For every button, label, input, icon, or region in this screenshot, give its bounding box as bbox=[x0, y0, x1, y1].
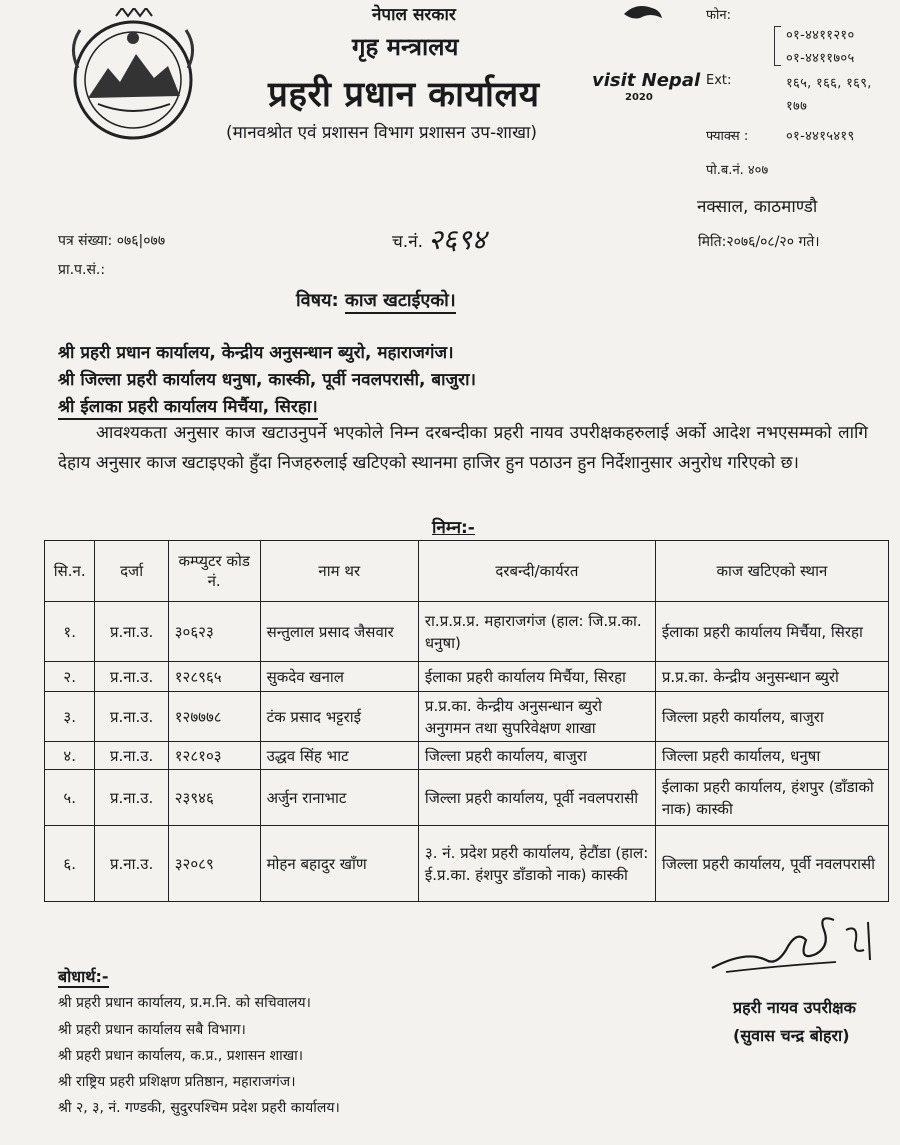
header-rank: दर्जा bbox=[95, 541, 168, 602]
visit-nepal-logo-icon bbox=[622, 0, 664, 24]
table-header-row bbox=[45, 541, 889, 602]
assignment-table bbox=[44, 540, 889, 902]
cc-label-text: बोधार्थ:- bbox=[58, 967, 109, 986]
cell-rank: प्र.ना.उ. bbox=[95, 662, 168, 692]
table-row bbox=[45, 692, 889, 742]
chalani-number: २६९४ bbox=[428, 223, 487, 256]
cc-item-3: श्री प्रहरी प्रधान कार्यालय, क.प्र., प्रशासन शाखा। bbox=[58, 1048, 304, 1064]
recipient-3 bbox=[58, 394, 318, 417]
cell-rank: प्र.ना.उ. bbox=[95, 770, 168, 826]
table-row bbox=[45, 770, 889, 826]
ext-values-1: १६५, १६६, १६९, bbox=[786, 76, 872, 91]
recipient-1: श्री प्रहरी प्रधान कार्यालय, केन्द्रीय अनुसन्धान ब्युरो, महाराजगंज। bbox=[58, 343, 454, 363]
cell-sn: ३. bbox=[45, 692, 95, 742]
signature-icon bbox=[706, 910, 886, 990]
header-post: दरबन्दी/कार्यरत bbox=[418, 541, 655, 602]
list-heading: निम्न:- bbox=[432, 518, 475, 538]
cc-item-5: श्री २, ३, नं. गण्डकी, सुदुरपश्चिम प्रदेश प्रहरी कार्यालय। bbox=[58, 1100, 340, 1116]
subject-text: काज खटाईएको। bbox=[345, 290, 456, 314]
cell-code: २३९४६ bbox=[168, 770, 260, 826]
patra-sankhya: पत्र संख्या: ०७६|०७७ bbox=[58, 233, 166, 249]
ministry-name: गृह मन्त्रालय bbox=[352, 33, 459, 61]
cell-code: ३०६२३ bbox=[168, 602, 260, 662]
cell-destination: प्र.प्र.का. केन्द्रीय अनुसन्धान ब्युरो bbox=[655, 662, 888, 692]
office-name: प्रहरी प्रधान कार्यालय bbox=[268, 75, 540, 115]
letter-date: मिति:२०७६/०८/२० गते। bbox=[698, 234, 820, 250]
letter-body: आवश्यकता अनुसार काज खटाउनुपर्ने भएकोले निम्न दरबन्दीका प्रहरी नायव उपरीक्षकहरुलाई अर्को आदेश नभएसम्मको लागि देहाय अनुसार काज खटाइएको हुँदा निजहरुलाई खटिएको स्थानमा हाजिर हुन पठाउन हुन निर्देशानुसार अनुरोध गरिएको छ। bbox=[58, 423, 868, 473]
cell-name: सुकदेव खनाल bbox=[260, 662, 418, 692]
cell-post: ईलाका प्रहरी कार्यालय मिर्चैया, सिरहा bbox=[418, 662, 655, 692]
table-row bbox=[45, 742, 889, 770]
po-box: पो.ब.नं. ४०७ bbox=[706, 163, 769, 178]
cell-post: जिल्ला प्रहरी कार्यालय, पूर्वी नवलपरासी bbox=[418, 770, 655, 826]
cell-name: मोहन बहादुर खाँण bbox=[260, 826, 418, 902]
cell-code: १२८१०३ bbox=[168, 742, 260, 770]
cell-post: प्र.प्र.का. केन्द्रीय अनुसन्धान ब्युरो अनुगमन तथा सुपरिवेक्षण शाखा bbox=[418, 692, 655, 742]
cell-destination: ईलाका प्रहरी कार्यालय, हंशपुर (डाँडाको नाक) कास्की bbox=[655, 770, 888, 826]
cell-code: ३२०८९ bbox=[168, 826, 260, 902]
cc-item-1: श्री प्रहरी प्रधान कार्यालय, प्र.म.नि. को सचिवालय। bbox=[58, 995, 311, 1011]
cell-sn: ६. bbox=[45, 826, 95, 902]
table-row bbox=[45, 826, 889, 902]
visit-nepal-year: 2020 bbox=[625, 92, 653, 103]
cell-destination: जिल्ला प्रहरी कार्यालय, बाजुरा bbox=[655, 692, 888, 742]
visit-nepal-text: visit Nepal bbox=[592, 70, 701, 91]
fax-label: फ्याक्स : bbox=[706, 129, 749, 144]
cell-sn: ५. bbox=[45, 770, 95, 826]
cc-item-4: श्री राष्ट्रिय प्रहरी प्रशिक्षण प्रतिष्ठान, महाराजगंज। bbox=[58, 1074, 296, 1090]
cell-name: सन्तुलाल प्रसाद जैसवार bbox=[260, 602, 418, 662]
cell-sn: १. bbox=[45, 602, 95, 662]
phone-2: ०१-४४११७०५ bbox=[786, 51, 855, 66]
chalani-label: च.नं. bbox=[392, 232, 424, 252]
cell-rank: प्र.ना.उ. bbox=[95, 602, 168, 662]
cell-post: जिल्ला प्रहरी कार्यालय, बाजुरा bbox=[418, 742, 655, 770]
ext-label: Ext: bbox=[706, 73, 732, 88]
cell-name: उद्धव सिंह भाट bbox=[260, 742, 418, 770]
signatory-title: प्रहरी नायव उपरीक्षक bbox=[733, 998, 856, 1017]
cell-name: अर्जुन रानाभाट bbox=[260, 770, 418, 826]
cell-code: १२७७७८ bbox=[168, 692, 260, 742]
header-name: नाम थर bbox=[260, 541, 418, 602]
fax-number: ०१-४४१५४१९ bbox=[786, 129, 855, 144]
cell-post: ३. नं. प्रदेश प्रहरी कार्यालय, हेटौंडा (हाल: ई.प्र.का. हंशपुर डाँडाको नाक) कास्की bbox=[418, 826, 655, 902]
recipient-2: श्री जिल्ला प्रहरी कार्यालय धनुषा, कास्की, पूर्वी नवलपरासी, बाजुरा। bbox=[58, 370, 476, 390]
cell-rank: प्र.ना.उ. bbox=[95, 742, 168, 770]
cell-rank: प्र.ना.उ. bbox=[95, 692, 168, 742]
phone-bracket bbox=[774, 26, 781, 66]
header-sn: सि.न. bbox=[45, 541, 95, 602]
cell-post: रा.प्र.प्र.प्र. महाराजगंज (हाल: जि.प्र.का. धनुषा) bbox=[418, 602, 655, 662]
cc-label bbox=[58, 965, 109, 987]
division-name: (मानवश्रोत एवं प्रशासन विभाग प्रशासन उप-शाखा) bbox=[226, 123, 538, 143]
subject-line bbox=[296, 288, 456, 312]
cell-code: १२८९६५ bbox=[168, 662, 260, 692]
subject-label: विषय: bbox=[296, 290, 339, 311]
cell-sn: ४. bbox=[45, 742, 95, 770]
cell-rank: प्र.ना.उ. bbox=[95, 826, 168, 902]
header-destination: काज खटिएको स्थान bbox=[655, 541, 888, 602]
table-row bbox=[45, 602, 889, 662]
cell-destination: जिल्ला प्रहरी कार्यालय, धनुषा bbox=[655, 742, 888, 770]
recipient-3-text: श्री ईलाका प्रहरी कार्यालय मिर्चैया, सिरहा। bbox=[58, 397, 318, 420]
cell-name: टंक प्रसाद भट्टराई bbox=[260, 692, 418, 742]
header-code: कम्प्युटर कोड नं. bbox=[168, 541, 260, 602]
praps-label: प्रा.प.सं.: bbox=[58, 262, 106, 278]
table-row bbox=[45, 662, 889, 692]
phone-label: फोन: bbox=[706, 8, 731, 23]
phone-1: ०१-४४११२१० bbox=[786, 28, 855, 43]
signatory-name: (सुवास चन्द्र बोहरा) bbox=[733, 1026, 850, 1045]
cell-sn: २. bbox=[45, 662, 95, 692]
office-address: नक्साल, काठमाण्डौ bbox=[697, 197, 818, 217]
cell-destination: जिल्ला प्रहरी कार्यालय, पूर्वी नवलपरासी bbox=[655, 826, 888, 902]
government-name: नेपाल सरकार bbox=[372, 5, 456, 25]
ext-values-2: १७७ bbox=[786, 99, 808, 114]
police-emblem-icon bbox=[58, 8, 208, 148]
cell-destination: ईलाका प्रहरी कार्यालय मिर्चैया, सिरहा bbox=[655, 602, 888, 662]
cc-item-2: श्री प्रहरी प्रधान कार्यालय सबै विभाग। bbox=[58, 1022, 246, 1038]
